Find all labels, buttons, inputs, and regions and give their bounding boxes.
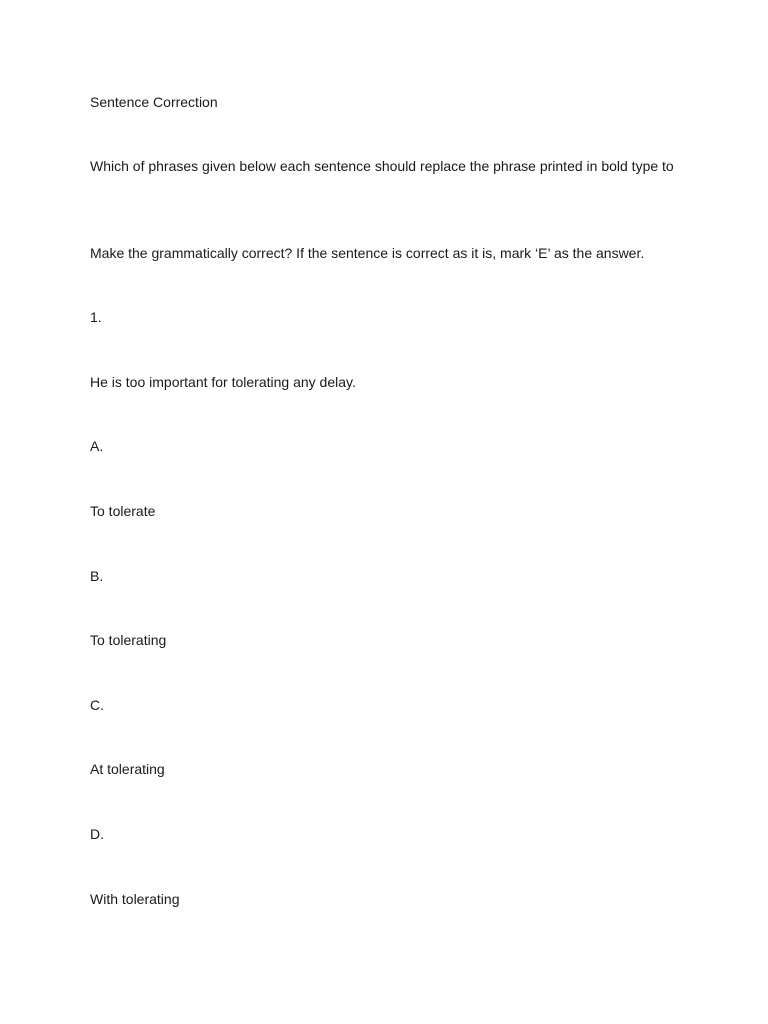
section-heading: Sentence Correction: [90, 94, 218, 110]
option-text: To tolerate: [90, 503, 156, 519]
question-number: 1.: [90, 309, 102, 325]
instruction-paragraph-2: Make the grammatically correct? If the sentence is correct as it is, mark ‘E’ as the answer.: [90, 245, 645, 261]
option-letter: C.: [90, 697, 104, 713]
option-letter: A.: [90, 438, 104, 454]
option-letter: D.: [90, 826, 104, 842]
option-text: At tolerating: [90, 761, 165, 777]
question-sentence: He is too important for tolerating any delay.: [90, 374, 356, 390]
instruction-paragraph-1: Which of phrases given below each sentence should replace the phrase printed in bold type to: [90, 158, 674, 174]
option-text: With tolerating: [90, 891, 180, 907]
option-text: To tolerating: [90, 632, 167, 648]
option-letter: B.: [90, 568, 104, 584]
